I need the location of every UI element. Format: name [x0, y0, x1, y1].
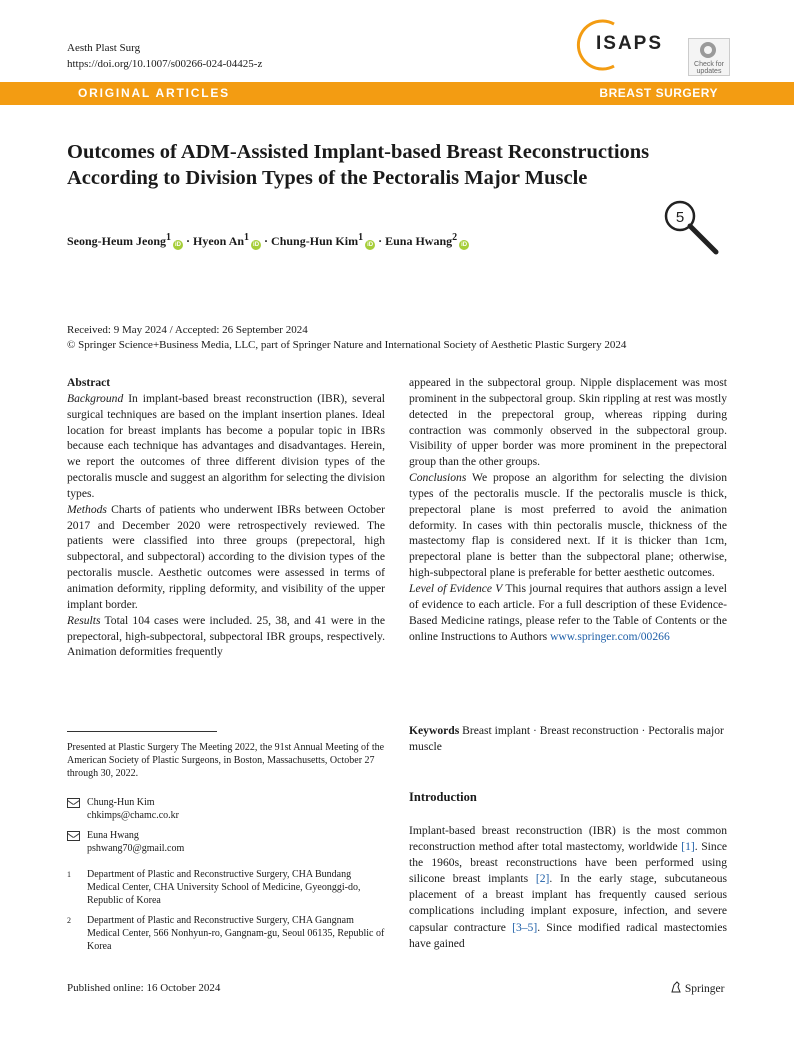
article-title: Outcomes of ADM-Assisted Implant-based Breast Reconstructions According to Division Types of the Pectoralis Major Muscle [67, 141, 650, 189]
introduction-heading: Introduction [409, 790, 477, 804]
check-updates-label: Check for updates [694, 61, 724, 75]
banner-article-type: ORIGINAL ARTICLES [78, 86, 230, 100]
abstract-results [67, 613, 385, 661]
contact-entry [67, 796, 385, 822]
intro-text-c: . In the early stage, subcutaneous placement of a breast implant has frequently caused serious complications including implant exposure, infection, and severe capsular contracture [409, 872, 727, 934]
author-name[interactable]: Seong-Heum Jeong [67, 234, 166, 248]
affiliation-entry [67, 914, 385, 953]
received-accepted-dates: Received: 9 May 2024 / Accepted: 26 September 2024 [67, 324, 308, 336]
isaps-logo [574, 18, 684, 72]
author-separator: · [186, 234, 191, 248]
isaps-logo-text: ISAPS [596, 33, 664, 54]
affiliation-entry [67, 868, 385, 907]
author-name[interactable]: Chung-Hun Kim [271, 234, 359, 248]
section-banner [0, 82, 794, 105]
envelope-icon [67, 798, 80, 808]
abstract-heading: Abstract [67, 376, 111, 389]
results-label: Results [67, 613, 101, 627]
background-text: In implant-based breast reconstruction (IBR), several surgical techniques are based on the implant insertion planes. Ideal location for breast implants has become a popular topic in IBRs because each technique has advantages and disadvantages. Herein, we report the outcomes of three different division types of the pectoralis muscle and suggest an algorithm for selecting the division types. [67, 391, 385, 500]
level-label: Level of Evidence V [409, 581, 503, 595]
check-updates-icon [700, 42, 716, 58]
affiliation-text: Department of Plastic and Reconstructive Surgery, CHA Bundang Medical Center, CHA University School of Medicine, Gyeonggi-do, Republic of Korea [87, 869, 361, 906]
published-online-date: Published online: 16 October 2024 [67, 982, 221, 994]
keywords-text: Breast implant · Breast reconstruction · Pectoralis major muscle [409, 724, 724, 753]
author-affiliation: 1 [244, 232, 250, 243]
affiliation-number: 2 [67, 916, 71, 925]
keywords-label: Keywords [409, 724, 460, 737]
contact-entry [67, 829, 385, 855]
orcid-icon[interactable]: iD [367, 242, 374, 248]
background-label: Background [67, 391, 124, 405]
envelope-icon [67, 831, 80, 841]
abstract-methods [67, 502, 385, 613]
intro-text-a: Implant-based breast reconstruction (IBR) is the most common reconstruction method after total mastectomy, worldwide [409, 824, 727, 854]
article-dates [67, 323, 626, 353]
author-affiliation: 1 [166, 232, 171, 243]
methods-label: Methods [67, 502, 107, 516]
author-affiliation: 2 [452, 232, 458, 243]
banner-subject: BREAST SURGERY [599, 86, 718, 100]
copyright-line: © Springer Science+Business Media, LLC, part of Springer Nature and International Society of Aesthetic Plastic Surgery 2024 [67, 339, 627, 351]
abstract-conclusions [409, 470, 727, 581]
results-continued: appeared in the subpectoral group. Nipple displacement was most prominent in the subpectoral group. Skin rippling at rest was mostly detected in the prepectoral group, whereas ripping during contraction was commonly observed in the subpectoral group. Visibility of upper border was more prominent in the prepectoral group than the other groups. [409, 376, 727, 469]
journal-name: Aesth Plast Surg [67, 42, 141, 54]
publisher-name: Springer [684, 983, 725, 995]
orcid-icon[interactable]: iD [253, 242, 260, 248]
abstract-left-column [67, 375, 385, 660]
intro-text-d: . Since modified radical mastectomies have gained [409, 920, 728, 950]
footnote-divider [67, 731, 217, 732]
results-text: Total 104 cases were included. 25, 38, and 41 were in the prepectoral, high-subpectoral, subpectoral IBR groups, respectively. Animation deformities frequently [67, 613, 385, 659]
abstract-background [67, 391, 385, 502]
keywords-block [409, 723, 727, 755]
conclusions-label: Conclusions [409, 471, 467, 485]
level-badge-number: 5 [675, 209, 685, 226]
abstract-right-column [409, 375, 727, 644]
contact-name: Chung-Hun Kim [87, 797, 155, 808]
author-separator: · [378, 234, 383, 248]
methods-text: Charts of patients who underwent IBRs between October 2017 and December 2020 were retrospectively reviewed. The patients were classified into three groups (prepectoral, high subpectoral, and subpectoral) according to the division types of the pectoralis muscle. Aesthetic outcomes were assessed in terms of animation deformity, rippling deformity, and visibility of the upper implant border. [67, 502, 385, 611]
contact-email[interactable]: pshwang70@gmail.com [87, 843, 185, 854]
author-list [67, 232, 469, 250]
orcid-icon[interactable]: iD [461, 242, 468, 248]
contact-email[interactable]: chkimps@chamc.co.kr [87, 810, 179, 821]
presented-note: Presented at Plastic Surgery The Meeting 2022, the 91st Annual Meeting of the American Society of Plastic Surgeons, in Boston, Massachusetts, October 27 through 30, 2022. [67, 742, 385, 779]
author-separator: · [264, 234, 269, 248]
author-name[interactable]: Hyeon An [193, 234, 245, 248]
level-text: This journal requires that authors assign a level of evidence to each article. For a full description of these Evidence-Based Medicine ratings, please refer to the Table of Contents or the online Instructions to Authors [409, 581, 727, 643]
citation-link[interactable]: [3–5] [512, 920, 538, 934]
conclusions-text: We propose an algorithm for selecting the division types of the pectoralis muscle. If the pectoralis muscle is thick, prepectoral plane is most preferred to avoid the animation deformity. In cases with thin pectoralis muscle, thickness of the mastectomy flap is considered next. If it is thicker than 1cm, prepectoral plane is better than the subpectoral plane; otherwise, high-subpectoral plane is preferable for better aesthetic outcomes. [409, 471, 727, 580]
abstract-level-of-evidence [409, 581, 727, 644]
check-for-updates-badge[interactable] [688, 38, 730, 76]
instructions-link[interactable]: www.springer.com/00266 [550, 629, 670, 643]
doi-link[interactable]: https://doi.org/10.1007/s00266-024-04425-z [67, 58, 263, 70]
citation-link[interactable]: [2] [535, 872, 550, 886]
citation-link[interactable]: [1] [681, 840, 695, 854]
introduction-text [409, 823, 727, 952]
contact-name: Euna Hwang [87, 830, 139, 841]
springer-horse-icon [670, 981, 682, 993]
orcid-icon[interactable]: iD [175, 242, 181, 248]
affiliation-text: Department of Plastic and Reconstructive Surgery, CHA Gangnam Medical Center, 566 Nonhyun-ro, Gangnam-gu, Seoul 06135, Republic of Korea [87, 915, 385, 952]
springer-logo [670, 981, 724, 995]
level-of-evidence-magnifier-icon [656, 198, 726, 258]
journal-header [67, 40, 262, 72]
affiliation-number: 1 [67, 870, 71, 879]
author-affiliation: 1 [358, 232, 364, 243]
author-name[interactable]: Euna Hwang [385, 234, 453, 248]
intro-text-b: . Since the 1960s, breast reconstructions have been performed using silicone breast implants [409, 840, 727, 886]
